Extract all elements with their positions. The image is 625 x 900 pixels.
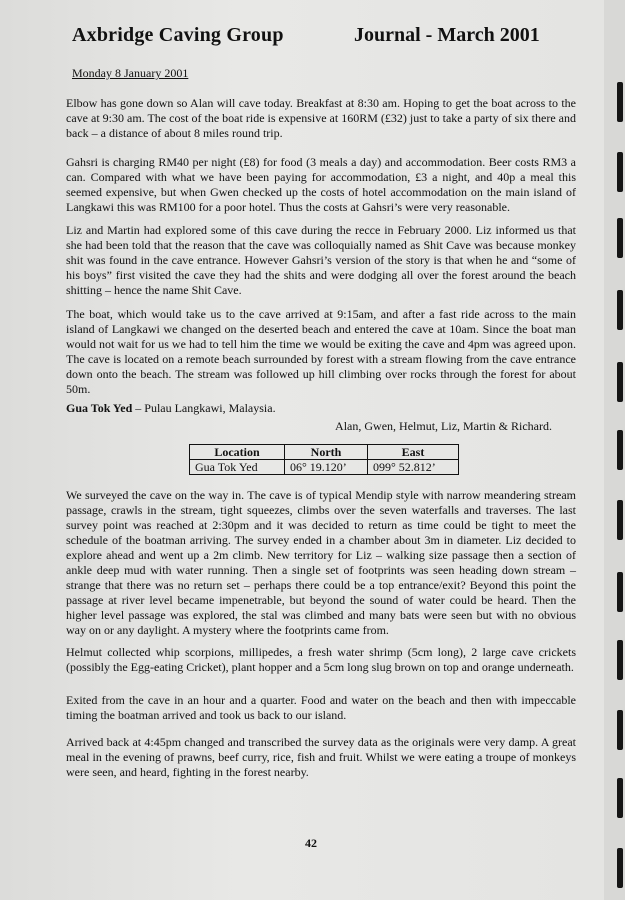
- binding-ring: [617, 572, 623, 612]
- binding-ring: [617, 500, 623, 540]
- paragraph-accommodation: Gahsri is charging RM40 per night (£8) for food (3 meals a day) and accommodation. Beer costs RM3 a can. Compared with what we have been paying for accommodation, £3 a night, and 40p a meal this seemed expensive, but when Gwen checked up the costs of hotel accommodation on the main island of Langkawi this was RM100 for a poor hotel. Thus the costs at Gahsri’s were very reasonable.: [66, 155, 576, 214]
- group-name: Axbridge Caving Group: [72, 24, 284, 46]
- table-header-row: [190, 445, 459, 460]
- paragraph-cave-name: Liz and Martin had explored some of this cave during the recce in February 2000. Liz informed us that she had been told that the reason that the cave was colloquially named as Shit Cave was because monkey shit was found in the cave entrance. However Gahsri’s version of the story is that when he and “some of his boys” first visited the cave they had the shits and were dodging all over the forest around the beach shitting – hence the name Shit Cave.: [66, 223, 576, 297]
- cell-east: 099° 52.812’: [368, 460, 459, 475]
- binding-ring: [617, 778, 623, 818]
- binding-ring: [617, 290, 623, 330]
- cave-location: [66, 401, 276, 416]
- paragraph-evening: Arrived back at 4:45pm changed and transcribed the survey data as the originals were very damp. A great meal in the evening of prawns, beef curry, rice, fish and fruit. Whilst we were eating a troupe of monkeys were seen, and heard, fighting in the forest nearby.: [66, 735, 576, 779]
- binding-ring: [617, 430, 623, 470]
- paragraph-fauna: Helmut collected whip scorpions, millipedes, a fresh water shrimp (5cm long), 2 large cave crickets (possibly the Egg-eating Cricket), plant hopper and a 5cm long slug brown on top and orange underneath.: [66, 645, 576, 674]
- journal-issue: Journal - March 2001: [354, 24, 540, 46]
- binding-ring: [617, 218, 623, 258]
- binding-ring: [617, 152, 623, 192]
- binding-ring: [617, 640, 623, 680]
- authors: Alan, Gwen, Helmut, Liz, Martin & Richard.: [335, 419, 552, 433]
- entry-date: Monday 8 January 2001: [72, 66, 189, 80]
- table-row: [190, 460, 459, 475]
- paragraph-boat-cost: Elbow has gone down so Alan will cave today. Breakfast at 8:30 am. Hoping to get the boat across to the cave at 9:30 am. The cost of the boat ride is expensive at 160RM (£32) just to take a party of six there and back – a distance of about 8 miles round trip.: [66, 96, 576, 140]
- page-number: 42: [305, 836, 317, 850]
- cave-location-detail: – Pulau Langkawi, Malaysia.: [132, 401, 276, 415]
- coordinates-table: [189, 444, 459, 475]
- paragraph-arrival: The boat, which would take us to the cave arrived at 9:15am, and after a fast ride across to the main island of Langkawi we changed on the deserted beach and entered the cave at 10am. Since the boat man would not wait for us we had to tell him the time we would be exiting the cave and 4pm was agreed upon. The cave is located on a remote beach surrounded by forest with a stream flowing from the cave entrance down onto the beach. The stream was followed up hill climbing over rocks through the forest for about 50m.: [66, 307, 576, 396]
- page-header: [72, 24, 564, 54]
- cell-location: Gua Tok Yed: [190, 460, 285, 475]
- paragraph-survey: We surveyed the cave on the way in. The cave is of typical Mendip style with narrow meandering stream passage, crawls in the stream, tight squeezes, climbs over the seven waterfalls and traverses. The last survey point was reached at 2:30pm and it was decided to return as time could be tight to meet the schedule of the boatman arriving. The survey ended in a chamber about 3m in diameter. Liz decided to explore ahead and went up a 2m climb. New territory for Liz – walking size passage then a section of ankle deep mud with water running. Then a single set of footprints was seen heading down stream – strange that there was no return set – perhaps there could be a top entrance/exit? Beyond this point the passage at river level became impenetrable, but beyond the sound of water could be heard. Then the higher level passage was explored, the stal was climbed and many bats were seen but with no obvious way on or any daylight. A mystery where the footprints came from.: [66, 488, 576, 637]
- binding-ring: [617, 362, 623, 402]
- paragraph-exit: Exited from the cave in an hour and a quarter. Food and water on the beach and then with impeccable timing the boatman arrived and took us back to our island.: [66, 693, 576, 722]
- col-location: Location: [190, 445, 285, 460]
- cave-location-name: Gua Tok Yed: [66, 401, 133, 415]
- binding-ring: [617, 710, 623, 750]
- col-north: North: [285, 445, 368, 460]
- cell-north: 06° 19.120’: [285, 460, 368, 475]
- binding-ring: [617, 848, 623, 888]
- binding-ring: [617, 82, 623, 122]
- col-east: East: [368, 445, 459, 460]
